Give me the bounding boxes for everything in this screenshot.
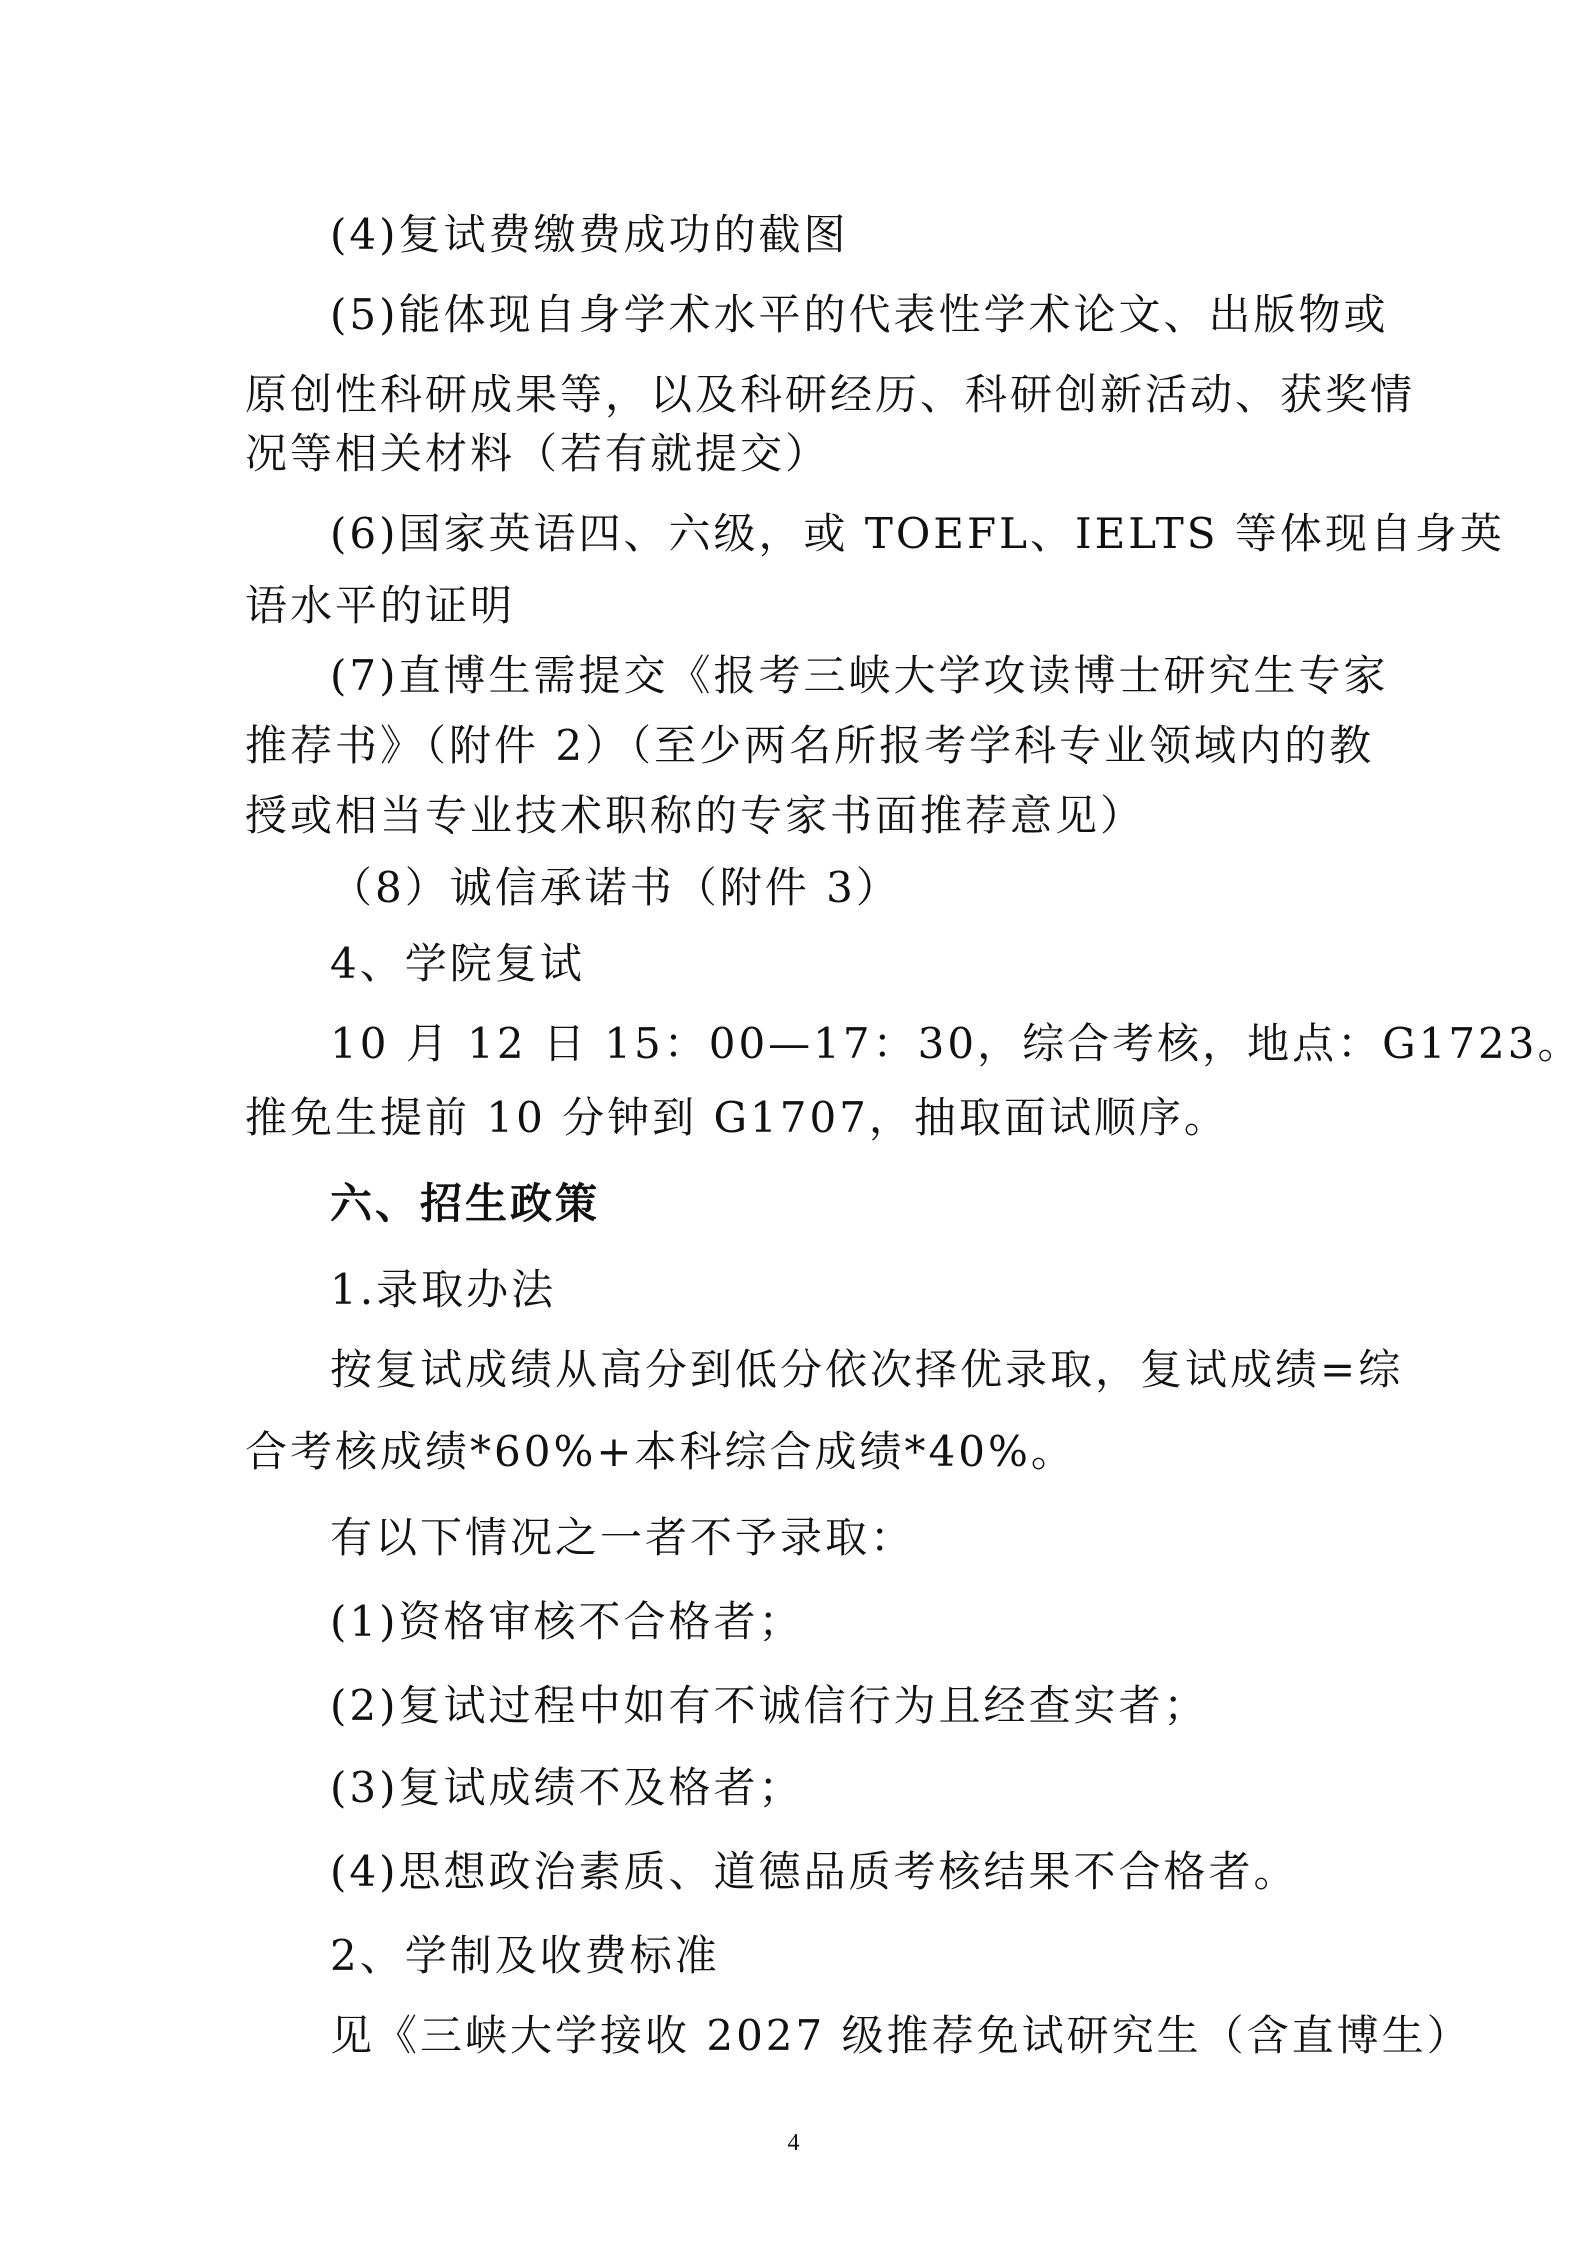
fees-reference-line: 见《三峡大学接收 2027 级推荐免试研究生（含直博生） [330,2011,1472,2060]
subheading-admission-method: 1.录取办法 [330,1265,557,1314]
retest-schedule-line-1: 10 月 12 日 15：00—17：30，综合考核，地点：G1723。 [330,1019,1583,1068]
item-6-line-2: 语水平的证明 [245,581,516,630]
retest-schedule-line-2: 推免生提前 10 分钟到 G1707，抽取面试顺序。 [245,1093,1229,1142]
item-4-screenshot: (4)复试费缴费成功的截图 [330,210,849,259]
item-5-line-3: 况等相关材料（若有就提交） [245,429,831,478]
item-7-line-2: 推荐书》（附件 2）（至少两名所报考学科专业领域内的教 [245,721,1375,770]
page-number: 4 [787,2130,800,2156]
subheading-duration-fees: 2、学制及收费标准 [330,1931,720,1980]
rejection-item-1: (1)资格审核不合格者； [330,1597,804,1646]
item-7-line-1: (7)直博生需提交《报考三峡大学攻读博士研究生专家 [330,651,1389,700]
item-6-line-1: (6)国家英语四、六级，或 TOEFL、IELTS 等体现自身英 [330,509,1505,558]
admission-rule-line-2: 合考核成绩*60%+本科综合成绩*40%。 [245,1427,1076,1476]
rejection-item-2: (2)复试过程中如有不诚信行为且经查实者； [330,1681,1209,1730]
item-7-line-3: 授或相当专业技术职称的专家书面推荐意见） [245,791,1146,840]
rejection-intro: 有以下情况之一者不予录取： [330,1513,916,1562]
admission-rule-line-1: 按复试成绩从高分到低分依次择优录取，复试成绩=综 [330,1345,1404,1394]
item-8-pledge: （8）诚信承诺书（附件 3） [330,863,901,912]
rejection-item-3: (3)复试成绩不及格者； [330,1763,804,1812]
heading-admission-policy: 六、招生政策 [330,1179,601,1228]
rejection-item-4: (4)思想政治素质、道德品质考核结果不合格者。 [330,1847,1299,1896]
section-college-retest: 4、学院复试 [330,939,585,988]
item-5-line-1: (5)能体现自身学术水平的代表性学术论文、出版物或 [330,290,1389,339]
item-5-line-2: 原创性科研成果等，以及科研经历、科研创新活动、获奖情 [245,370,1416,419]
